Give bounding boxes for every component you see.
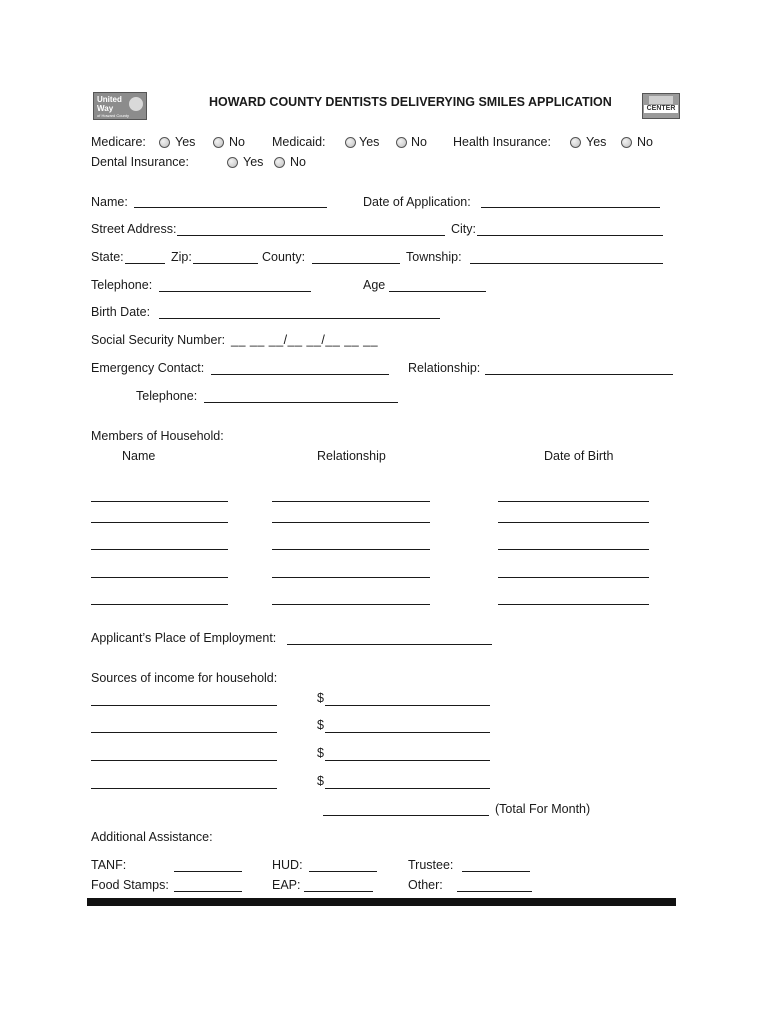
dollar-sign: $: [317, 718, 324, 732]
assistance-title: Additional Assistance:: [91, 830, 213, 844]
health-no-radio[interactable]: [621, 137, 632, 148]
zip-label: Zip:: [171, 250, 192, 264]
medicaid-yes-label: Yes: [359, 135, 380, 149]
income-title: Sources of income for household:: [91, 671, 278, 685]
member-relationship-field[interactable]: [272, 604, 430, 605]
total-for-month-label: (Total For Month): [495, 802, 591, 816]
trustee-label: Trustee:: [408, 858, 454, 872]
relationship-field[interactable]: [485, 374, 673, 375]
medicaid-no-label: No: [411, 135, 427, 149]
township-label: Township:: [406, 250, 462, 264]
ssn-label: Social Security Number:: [91, 333, 226, 347]
health-no-label: No: [637, 135, 653, 149]
center-logo: [642, 93, 680, 119]
medicaid-yes-radio[interactable]: [345, 137, 356, 148]
member-relationship-field[interactable]: [272, 577, 430, 578]
income-amount-field[interactable]: [325, 788, 490, 789]
member-dob-field[interactable]: [498, 501, 649, 502]
center-logo-text: CENTER: [644, 105, 678, 113]
township-field[interactable]: [470, 263, 663, 264]
medicare-yes-label: Yes: [175, 135, 196, 149]
member-name-field[interactable]: [91, 501, 228, 502]
household-title: Members of Household:: [91, 429, 224, 443]
ssn-field[interactable]: __ __ __/__ __/__ __ __: [231, 333, 379, 347]
other-label: Other:: [408, 878, 443, 892]
medicare-no-label: No: [229, 135, 245, 149]
emergency-contact-label: Emergency Contact:: [91, 361, 205, 375]
date-of-application-label: Date of Application:: [363, 195, 471, 209]
income-amount-field[interactable]: [325, 732, 490, 733]
member-relationship-field[interactable]: [272, 522, 430, 523]
member-name-field[interactable]: [91, 549, 228, 550]
income-source-field[interactable]: [91, 732, 277, 733]
dollar-sign: $: [317, 746, 324, 760]
ec-telephone-field[interactable]: [204, 402, 398, 403]
name-label: Name:: [91, 195, 128, 209]
county-label: County:: [262, 250, 306, 264]
health-yes-label: Yes: [586, 135, 607, 149]
income-amount-field[interactable]: [325, 760, 490, 761]
street-address-label: Street Address:: [91, 222, 177, 236]
food-stamps-label: Food Stamps:: [91, 878, 169, 892]
ec-telephone-label: Telephone:: [136, 389, 198, 403]
medicare-label: Medicare:: [91, 135, 146, 149]
street-address-field[interactable]: [177, 235, 445, 236]
telephone-label: Telephone:: [91, 278, 153, 292]
hand-icon: [129, 97, 143, 111]
dental-no-radio[interactable]: [274, 157, 285, 168]
dental-insurance-label: Dental Insurance:: [91, 155, 189, 169]
member-name-field[interactable]: [91, 522, 228, 523]
hud-label: HUD:: [272, 858, 303, 872]
dollar-sign: $: [317, 691, 324, 705]
relationship-label: Relationship:: [408, 361, 481, 375]
emergency-contact-field[interactable]: [211, 374, 389, 375]
health-yes-radio[interactable]: [570, 137, 581, 148]
age-label: Age: [363, 278, 386, 292]
zip-field[interactable]: [193, 263, 258, 264]
dollar-sign: $: [317, 774, 324, 788]
medicare-yes-radio[interactable]: [159, 137, 170, 148]
page-title: HOWARD COUNTY DENTISTS DELIVERYING SMILES APPLICATION: [209, 95, 612, 109]
member-name-field[interactable]: [91, 577, 228, 578]
tanf-label: TANF:: [91, 858, 127, 872]
age-field[interactable]: [389, 291, 486, 292]
household-col-dob: Date of Birth: [544, 449, 614, 463]
birth-date-field[interactable]: [159, 318, 440, 319]
income-source-field[interactable]: [91, 705, 277, 706]
logo-subtext: of Howard County: [97, 113, 130, 118]
income-source-field[interactable]: [91, 760, 277, 761]
dental-yes-label: Yes: [243, 155, 264, 169]
medicaid-no-radio[interactable]: [396, 137, 407, 148]
city-label: City:: [451, 222, 476, 236]
medicare-no-radio[interactable]: [213, 137, 224, 148]
logo-text-way: Way: [97, 104, 114, 113]
household-col-relationship: Relationship: [317, 449, 386, 463]
trustee-field[interactable]: [462, 871, 530, 872]
city-field[interactable]: [477, 235, 663, 236]
hud-field[interactable]: [309, 871, 377, 872]
employment-label: Applicant’s Place of Employment:: [91, 631, 277, 645]
member-dob-field[interactable]: [498, 522, 649, 523]
state-label: State:: [91, 250, 124, 264]
eap-label: EAP:: [272, 878, 301, 892]
member-relationship-field[interactable]: [272, 501, 430, 502]
name-field[interactable]: [134, 207, 327, 208]
state-field[interactable]: [125, 263, 165, 264]
united-way-logo: [93, 92, 147, 120]
county-field[interactable]: [312, 263, 400, 264]
member-name-field[interactable]: [91, 604, 228, 605]
income-source-field[interactable]: [91, 788, 277, 789]
dental-yes-radio[interactable]: [227, 157, 238, 168]
birth-date-label: Birth Date:: [91, 305, 151, 319]
date-of-application-field[interactable]: [481, 207, 660, 208]
logo-text-united: United: [97, 95, 122, 104]
tanf-field[interactable]: [174, 871, 242, 872]
household-col-name: Name: [122, 449, 156, 463]
eap-field[interactable]: [304, 891, 373, 892]
telephone-field[interactable]: [159, 291, 311, 292]
dental-no-label: No: [290, 155, 306, 169]
member-dob-field[interactable]: [498, 549, 649, 550]
medicaid-label: Medicaid:: [272, 135, 326, 149]
member-relationship-field[interactable]: [272, 549, 430, 550]
other-field[interactable]: [457, 891, 532, 892]
health-insurance-label: Health Insurance:: [453, 135, 551, 149]
building-icon: [649, 96, 673, 104]
member-dob-field[interactable]: [498, 577, 649, 578]
food-stamps-field[interactable]: [174, 891, 242, 892]
member-dob-field[interactable]: [498, 604, 649, 605]
employment-field[interactable]: [287, 644, 492, 645]
income-amount-field[interactable]: [325, 705, 490, 706]
bottom-divider: [87, 898, 676, 906]
total-income-field[interactable]: [323, 815, 489, 816]
